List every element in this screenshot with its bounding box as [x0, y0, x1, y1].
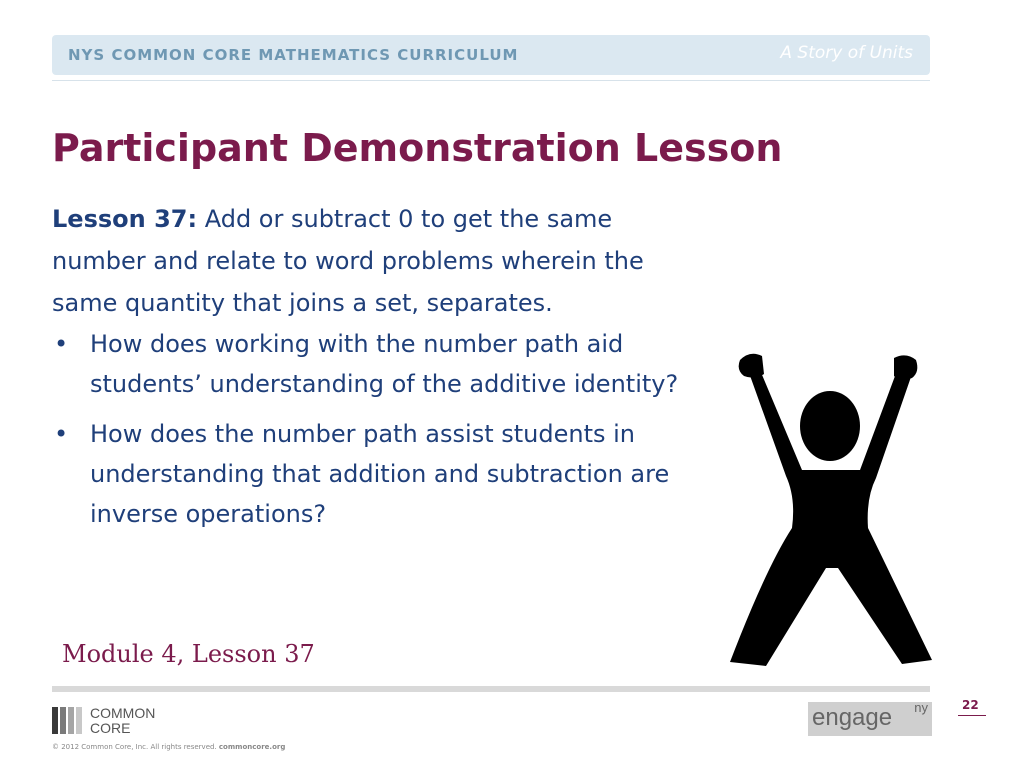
person-arms-raised-icon — [726, 348, 936, 668]
header-bar — [52, 35, 930, 75]
common-core-line1: COMMON — [90, 705, 156, 721]
common-core-line2: CORE — [90, 720, 131, 736]
slide-title: Participant Demonstration Lesson — [52, 126, 783, 170]
engage-ny-superscript: ny — [914, 700, 928, 715]
bullet-list — [52, 324, 717, 544]
copyright-text: © 2012 Common Core, Inc. All rights reserved. — [52, 743, 217, 751]
lesson-text: Add or subtract 0 to get the same number and relate to word problems wherein the same quantity that joins a set, separates. — [52, 205, 644, 317]
curriculum-label: NYS COMMON CORE MATHEMATICS CURRICULUM — [68, 46, 519, 64]
copyright-site: commoncore.org — [218, 743, 286, 751]
module-label: Module 4, Lesson 37 — [62, 640, 315, 668]
engage-ny-logo — [808, 702, 932, 736]
lesson-label: Lesson 37: — [52, 205, 198, 233]
footer-divider — [52, 686, 930, 692]
lesson-description — [52, 198, 712, 324]
common-core-text — [90, 706, 155, 736]
page-number-underline — [958, 715, 986, 716]
copyright — [52, 743, 285, 751]
bullet-marker: • — [54, 420, 69, 448]
bullet-marker: • — [54, 330, 69, 358]
header-divider — [52, 80, 930, 81]
bullet-text: How does the number path assist students in understanding that addition and subtraction are inverse operations? — [90, 420, 670, 528]
story-label: A Story of Units — [780, 43, 913, 63]
engage-text: engage — [812, 704, 893, 731]
common-core-logo — [52, 706, 182, 736]
bullet-text: How does working with the number path aid students’ understanding of the additive identity? — [90, 330, 679, 398]
page-number: 22 — [962, 698, 979, 712]
bullet-item — [52, 414, 717, 534]
bullet-item — [52, 324, 717, 404]
common-core-logo-icon — [52, 707, 84, 734]
